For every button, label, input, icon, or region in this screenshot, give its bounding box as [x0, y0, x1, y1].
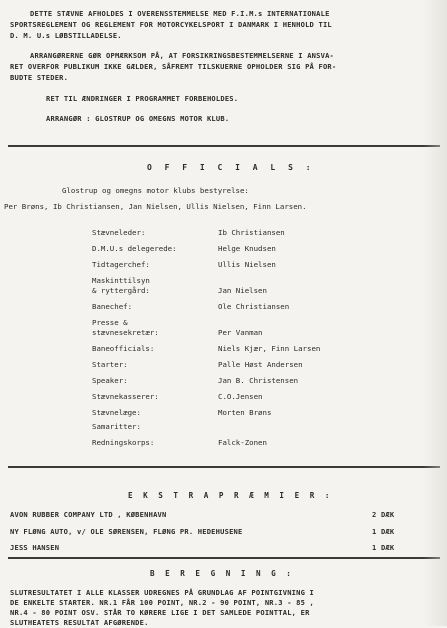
prize-sponsor: NY FLØNG AUTO, v/ OLE SØRENSEN, FLØNG PR. HEDEHUSENE [10, 527, 243, 536]
scoring-line-1: SLUTRESULTATET I ALLE KLASSER UDREGNES PÅ GRUNDLAG AF POINTGIVNING I [10, 588, 315, 597]
official-label: stævnesekretær: [92, 328, 159, 337]
board-heading: Glostrup og omegns motor klubs bestyrelse: [62, 186, 249, 195]
prizes-title: E K S T R A P R Æ M I E R : [128, 491, 333, 500]
prize-sponsor: JESS HANSEN [10, 543, 60, 552]
intro-line-3: D. M. U.s LØBSTILLADELSE. [10, 31, 122, 40]
board-members: Per Brøns, Ib Christiansen, Jan Nielsen, Ullis Nielsen, Finn Larsen. [4, 202, 307, 211]
official-label: Tidtagerchef: [92, 260, 150, 269]
official-value: Ib Christiansen [218, 228, 285, 237]
scoring-line-3: NR.4 - 80 POINT OSV. STÅR TO KØRERE LIGE I DET SAMLEDE POINTTAL, ER [10, 608, 310, 617]
prize-quantity: 1 DÆK [372, 527, 395, 536]
scoring-line-2: DE ENKELTE STARTER. NR.1 FÅR 100 POINT, NR.2 - 90 POINT, NR.3 - 85 , [10, 598, 315, 607]
official-label: Presse & [92, 318, 128, 327]
page-edge-shadow [423, 0, 447, 626]
official-label: Maskinttilsyn [92, 276, 150, 285]
intro-line-2: SPORTSREGLEMENT OG REGLEMENT FOR MOTORCYKELSPORT I DANMARK I HENHOLD TIL [10, 20, 332, 29]
official-label: Stævnelæge: [92, 408, 141, 417]
divider-2 [8, 466, 440, 468]
official-label: Redningskorps: [92, 438, 155, 447]
official-value: Jan B. Christensen [218, 376, 299, 385]
official-label: Stævneleder: [92, 228, 146, 237]
official-label: Baneofficials: [92, 344, 155, 353]
official-label: Banechef: [92, 302, 133, 311]
official-value: Helge Knudsen [218, 244, 276, 253]
official-value: Ullis Nielsen [218, 260, 276, 269]
prize-quantity: 2 DÆK [372, 510, 395, 519]
insurance-line-1: ARRANGØRERNE GØR OPMÆRKSOM PÅ, AT FORSIKRINGSBESTEMMELSERNE I ANSVA- [30, 51, 335, 60]
official-label: Stævnekasserer: [92, 392, 159, 401]
official-value: Per Vanman [218, 328, 263, 337]
official-value: Jan Nielsen [218, 286, 267, 295]
official-value: Morten Brøns [218, 408, 272, 417]
prize-sponsor: AVON RUBBER COMPANY LTD , KØBENHAVN [10, 510, 167, 519]
insurance-line-2: RET OVERFOR PUBLIKUM IKKE GÆLDER, SÅFREMT TILSKUERNE OPHOLDER SIG PÅ FOR- [10, 62, 337, 71]
official-label: D.M.U.s delegerede: [92, 244, 177, 253]
divider-3 [8, 557, 440, 559]
official-label: Starter: [92, 360, 128, 369]
program-changes-notice: RET TIL ÆNDRINGER I PROGRAMMET FORBEHOLDES. [46, 94, 239, 103]
official-value: Palle Høst Andersen [218, 360, 303, 369]
official-label: Speaker: [92, 376, 128, 385]
official-value: Falck-Zonen [218, 438, 267, 447]
organizer-line: ARRANGØR : GLOSTRUP OG OMEGNS MOTOR KLUB. [46, 114, 230, 123]
official-label: & ryttergård: [92, 286, 150, 295]
scoring-title: B E R E G N I N G : [150, 569, 294, 578]
divider-1 [8, 145, 440, 147]
scoring-line-4: SLUTHEATETS RESULTAT AFGØRENDE. [10, 618, 149, 627]
prize-quantity: 1 DÆK [372, 543, 395, 552]
officials-title: O F F I C I A L S : [147, 163, 315, 172]
official-value: Ole Christiansen [218, 302, 290, 311]
official-label: Samaritter: [92, 422, 141, 431]
insurance-line-3: BUDTE STEDER. [10, 73, 69, 82]
official-value: C.O.Jensen [218, 392, 263, 401]
intro-line-1: DETTE STÆVNE AFHOLDES I OVERENSSTEMMELSE MED F.I.M.s INTERNATIONALE [30, 9, 330, 18]
official-value: Niels Kjær, Finn Larsen [218, 344, 321, 353]
